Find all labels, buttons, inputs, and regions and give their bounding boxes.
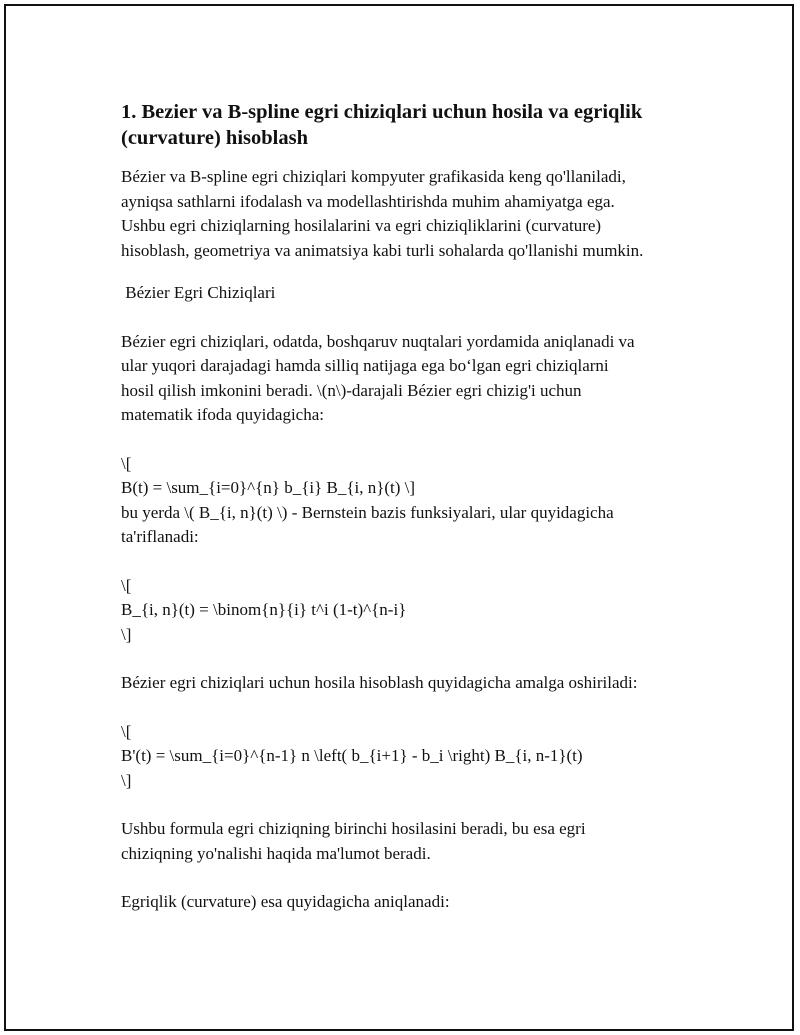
derivative-paragraph: [121, 671, 701, 696]
intro-line-2: ayniqsa sathlarni ifodalash va modellashtirishda muhim ahamiyatga ega.: [121, 191, 615, 211]
curvature-paragraph: [121, 890, 701, 915]
formula-block-3: [121, 720, 701, 794]
formula1-line-1: \[: [121, 453, 132, 473]
first-derivative-paragraph: [121, 817, 701, 866]
subheading: [121, 281, 701, 306]
intro-line-4: hisoblash, geometriya va animatsiya kabi turli sohalarda qo'llanishi mumkin.: [121, 240, 644, 260]
document-content: [121, 99, 701, 915]
formula1-line-4: ta'riflanadi:: [121, 527, 199, 546]
bezier-paragraph: [121, 330, 701, 428]
para4-line-2: chiziqning yo'nalishi haqida ma'lumot beradi.: [121, 843, 431, 863]
formula1-line-3: bu yerda \( B_{i, n}(t) \) - Bernstein bazis funksiyalari, ular quyidagicha: [121, 502, 614, 522]
formula2-line-3: \]: [121, 624, 132, 644]
formula1-line-2: B(t) = \sum_{i=0}^{n} b_{i} B_{i, n}(t) \]: [121, 478, 416, 497]
derivative-text: Bézier egri chiziqlari uchun hosila hisoblash quyidagicha amalga oshiriladi:: [121, 673, 638, 692]
formula-block-1: [121, 452, 701, 550]
para4-line-1: Ushbu formula egri chiziqning birinchi hosilasini beradi, bu esa egri: [121, 819, 586, 838]
formula2-line-1: \[: [121, 575, 132, 595]
bezier-line-1: Bézier egri chiziqlari, odatda, boshqaruv nuqtalari yordamida aniqlanadi va: [121, 331, 635, 351]
formula2-line-2: B_{i, n}(t) = \binom{n}{i} t^i (1-t)^{n-i}: [121, 600, 407, 619]
heading-line-2: (curvature) hisoblash: [121, 127, 308, 149]
formula3-line-2: B'(t) = \sum_{i=0}^{n-1} n \left( b_{i+1} - b_i \right) B_{i, n-1}(t): [121, 746, 583, 765]
subheading-text: Bézier Egri Chiziqlari: [121, 283, 276, 302]
formula-block-2: [121, 574, 701, 648]
bezier-line-3: hosil qilish imkonini beradi. \(n\)-darajali Bézier egri chizig'i uchun: [121, 380, 582, 400]
curvature-text: Egriqlik (curvature) esa quyidagicha aniqlanadi:: [121, 892, 450, 911]
bezier-line-4: matematik ifoda quyidagicha:: [121, 405, 324, 424]
intro-line-1: Bézier va B-spline egri chiziqlari kompyuter grafikasida keng qo'llaniladi,: [121, 167, 626, 186]
intro-paragraph: [121, 165, 701, 263]
formula3-line-1: \[: [121, 721, 132, 741]
heading-line-1: 1. Bezier va B-spline egri chiziqlari uchun hosila va egriqlik: [121, 101, 643, 123]
intro-line-3: Ushbu egri chiziqlarning hosilalarini va egri chiziqliklarini (curvature): [121, 216, 602, 235]
formula3-line-3: \]: [121, 770, 132, 790]
section-heading: [121, 99, 701, 151]
bezier-line-2: ular yuqori darajadagi hamda silliq natijaga ega bo‘lgan egri chiziqlarni: [121, 356, 609, 375]
document-page: [4, 4, 794, 1031]
